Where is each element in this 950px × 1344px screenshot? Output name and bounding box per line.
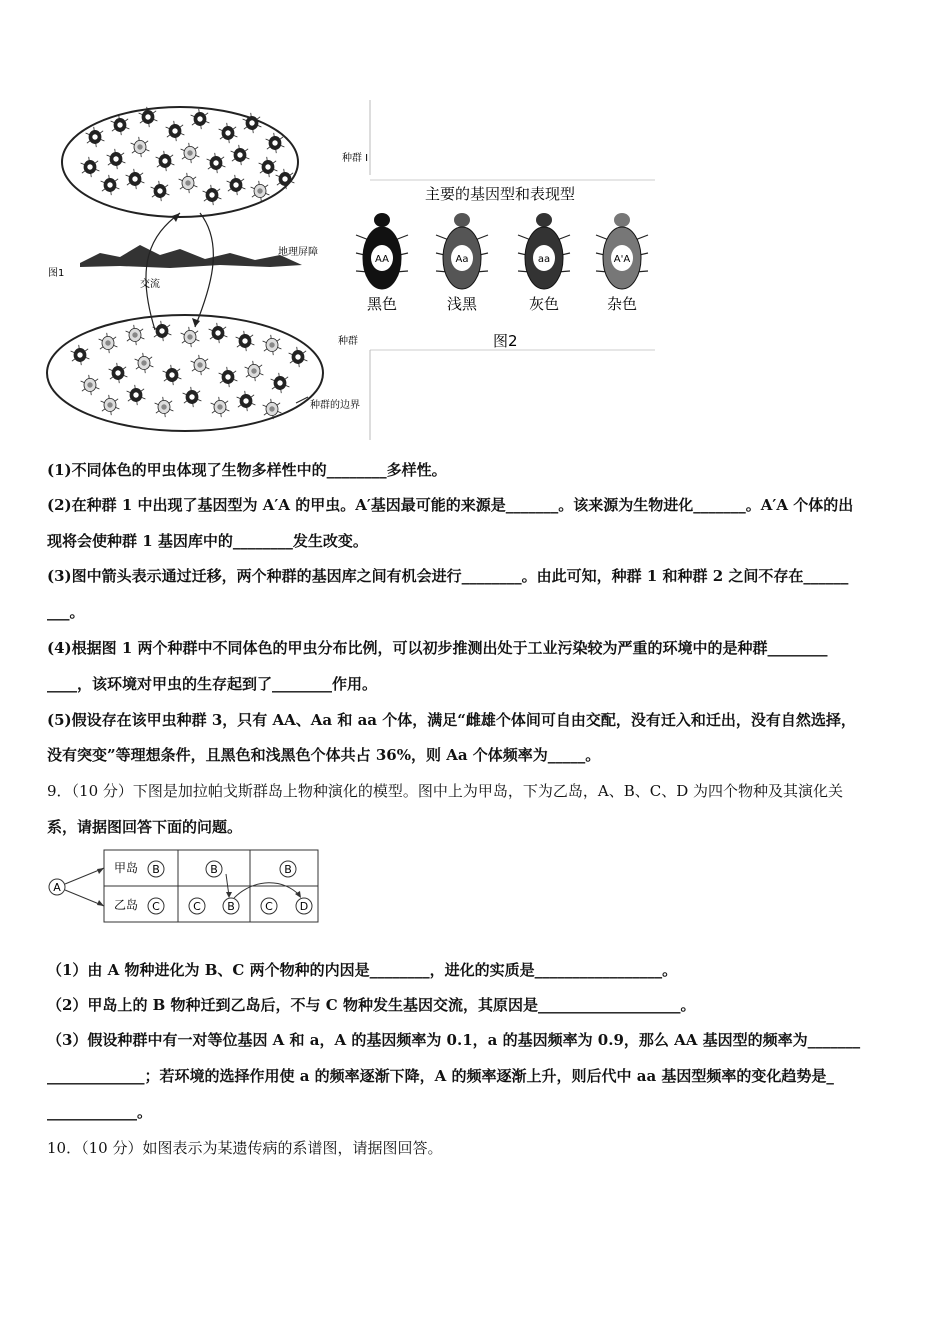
species-c-1: C bbox=[152, 900, 160, 913]
population-2-beetle bbox=[71, 345, 90, 365]
population-2-beetle bbox=[127, 385, 146, 405]
population-1-beetle bbox=[131, 137, 150, 157]
exchange-arrow-down bbox=[195, 213, 213, 327]
population-1-beetle bbox=[251, 181, 270, 201]
q8-part-5-line-1: (5)假设存在该甲虫种群 3，只有 AA、Aa 和 aa 个体，满足“雌雄个体间可自由交配，没有迁入和迁出，没有自然选择， bbox=[47, 711, 856, 729]
species-c-3: C bbox=[265, 900, 273, 913]
q8-part-3-line-1: (3)图中箭头表示通过迁移，两个种群的基因库之间有机会进行________。由此可知，种群 1 和种群 2 之间不存在______ bbox=[47, 567, 849, 585]
population-1-beetle bbox=[259, 157, 278, 177]
population-2-beetle bbox=[263, 335, 282, 355]
genotype-beetle-aa bbox=[518, 213, 570, 313]
population-1-beetle bbox=[207, 153, 226, 173]
phenotype-label: 浅黑 bbox=[446, 295, 478, 313]
q8-part-4-line-2: ____，该环境对甲虫的生存起到了________作用。 bbox=[47, 675, 378, 693]
population-2-beetles bbox=[71, 321, 308, 419]
q9-sub-3-line-3: ____________。 bbox=[47, 1103, 153, 1121]
genotype-label: AA bbox=[375, 254, 389, 265]
boundary-label: 种群的边界 bbox=[310, 400, 360, 411]
population-2-beetle bbox=[181, 327, 200, 347]
q9-sub-1: （1）由 A 物种进化为 B、C 两个物种的内因是________，进化的实质是_________________。 bbox=[47, 961, 678, 979]
q9-intro-line-2: 系，请据图回答下面的问题。 bbox=[47, 818, 243, 836]
q8-part-2-line-2: 现将会使种群 1 基因库中的________发生改变。 bbox=[47, 532, 368, 550]
species-b-4: B bbox=[227, 900, 235, 913]
q9-sub-3-line-1: （3）假设种群中有一对等位基因 A 和 a，A 的基因频率为 0.1，a 的基因频率为 0.9，那么 AA 基因型的频率为_______ bbox=[47, 1031, 861, 1049]
q8-part-1: (1)不同体色的甲虫体现了生物多样性中的________多样性。 bbox=[47, 461, 447, 479]
population-2-beetle bbox=[99, 333, 118, 353]
population-1-label: 种群 I bbox=[342, 153, 369, 164]
figure-2-label: 图2 bbox=[493, 332, 518, 350]
genotype-label: A'A bbox=[613, 254, 631, 265]
population-1-beetle bbox=[179, 173, 198, 193]
population-1-beetle bbox=[166, 121, 185, 141]
species-b-1: B bbox=[152, 863, 160, 876]
phenotype-label: 杂色 bbox=[606, 295, 638, 313]
q8-part-5-line-2: 没有突变”等理想条件，且黑色和浅黑色个体共占 36%，则 Aa 个体频率为_____。 bbox=[47, 746, 601, 764]
species-c-2: C bbox=[193, 900, 201, 913]
population-1-beetle bbox=[156, 151, 175, 171]
population-2-beetle bbox=[236, 331, 255, 351]
population-2-beetle bbox=[219, 367, 238, 387]
population-1-beetle bbox=[111, 115, 130, 135]
species-b-2: B bbox=[210, 863, 218, 876]
phenotype-label: 黑色 bbox=[366, 295, 398, 313]
genotype-beetle-AA bbox=[356, 213, 408, 313]
species-evolution-diagram bbox=[44, 848, 324, 924]
population-2-beetle bbox=[101, 395, 120, 415]
genotype-label: Aa bbox=[455, 254, 469, 265]
population-1-beetle bbox=[266, 133, 285, 153]
barrier-label: 地理屏障 bbox=[278, 247, 318, 258]
population-2-beetle bbox=[289, 347, 308, 367]
genotype-beetle-Aa bbox=[436, 213, 488, 313]
species-b-3: B bbox=[284, 863, 292, 876]
exchange-arrow-up bbox=[146, 213, 180, 330]
population-1-beetle bbox=[151, 181, 170, 201]
exchange-label: 交流 bbox=[140, 279, 160, 290]
q9-sub-2: （2）甲岛上的 B 物种迁到乙岛后，不与 C 物种发生基因交流，其原因是___________________。 bbox=[47, 996, 696, 1014]
phenotype-label: 灰色 bbox=[528, 295, 560, 313]
population-2-beetle bbox=[163, 365, 182, 385]
genotype-beetle-A'A bbox=[596, 213, 648, 313]
q8-part-3-line-2: ___。 bbox=[47, 603, 85, 621]
population-2-beetle bbox=[126, 325, 145, 345]
population-2-label: 种群 bbox=[338, 336, 358, 347]
population-1-beetle bbox=[227, 175, 246, 195]
island-2-label: 乙岛 bbox=[114, 898, 139, 912]
population-2-ellipse bbox=[47, 315, 323, 431]
population-2-beetle bbox=[245, 361, 264, 381]
population-1-beetle bbox=[203, 185, 222, 205]
q9-intro-line-1: 9．（10 分）下图是加拉帕戈斯群岛上物种演化的模型。图中上为甲岛，下为乙岛，A、B、C、D 为四个物种及其演化关 bbox=[47, 782, 844, 800]
beetle-figure bbox=[40, 95, 660, 440]
population-1-beetle bbox=[126, 169, 145, 189]
q9-sub-3-line-2: _____________；若环境的选择作用使 a 的频率逐渐下降，A 的频率逐渐上升，则后代中 aa 基因型频率的变化趋势是_ bbox=[47, 1067, 834, 1085]
island-1-label: 甲岛 bbox=[114, 861, 139, 875]
population-1-beetle bbox=[191, 109, 210, 129]
species-a: A bbox=[53, 881, 61, 894]
geographic-barrier bbox=[80, 245, 302, 268]
q8-part-4-line-1: (4)根据图 1 两个种群中不同体色的甲虫分布比例，可以初步推测出处于工业污染较为严重的环境中的是种群________ bbox=[47, 639, 828, 657]
q8-part-2-line-1: (2)在种群 1 中出现了基因型为 A′A 的甲虫。A′基因最可能的来源是_______。该来源为生物进化_______。A′A 个体的出 bbox=[47, 496, 854, 514]
population-1-beetle bbox=[231, 145, 250, 165]
population-2-beetle bbox=[153, 321, 172, 341]
population-1-beetle bbox=[107, 149, 126, 169]
population-2-beetle bbox=[81, 375, 100, 395]
population-1-beetle bbox=[181, 143, 200, 163]
population-1-beetle bbox=[81, 157, 100, 177]
population-2-beetle bbox=[211, 397, 230, 417]
genotype-beetles bbox=[356, 213, 648, 313]
species-d: D bbox=[299, 900, 309, 913]
figure-1-label: 图1 bbox=[48, 268, 65, 279]
q10-intro: 10．（10 分）如图表示为某遗传病的系谱图，请据图回答。 bbox=[47, 1139, 443, 1157]
population-2-beetle bbox=[271, 373, 290, 393]
population-2-beetle bbox=[237, 391, 256, 411]
genotype-label: aa bbox=[537, 254, 551, 265]
population-2-beetle bbox=[191, 355, 210, 375]
population-1-beetle bbox=[219, 123, 238, 143]
population-2-beetle bbox=[183, 387, 202, 407]
population-1-ellipse bbox=[62, 107, 298, 217]
population-2-beetle bbox=[155, 397, 174, 417]
population-2-beetle bbox=[209, 323, 228, 343]
population-2-beetle bbox=[135, 353, 154, 373]
population-1-beetle bbox=[101, 175, 120, 195]
figure-2-title: 主要的基因型和表现型 bbox=[425, 185, 576, 203]
population-1-beetle bbox=[86, 127, 105, 147]
population-2-beetle bbox=[109, 363, 128, 383]
